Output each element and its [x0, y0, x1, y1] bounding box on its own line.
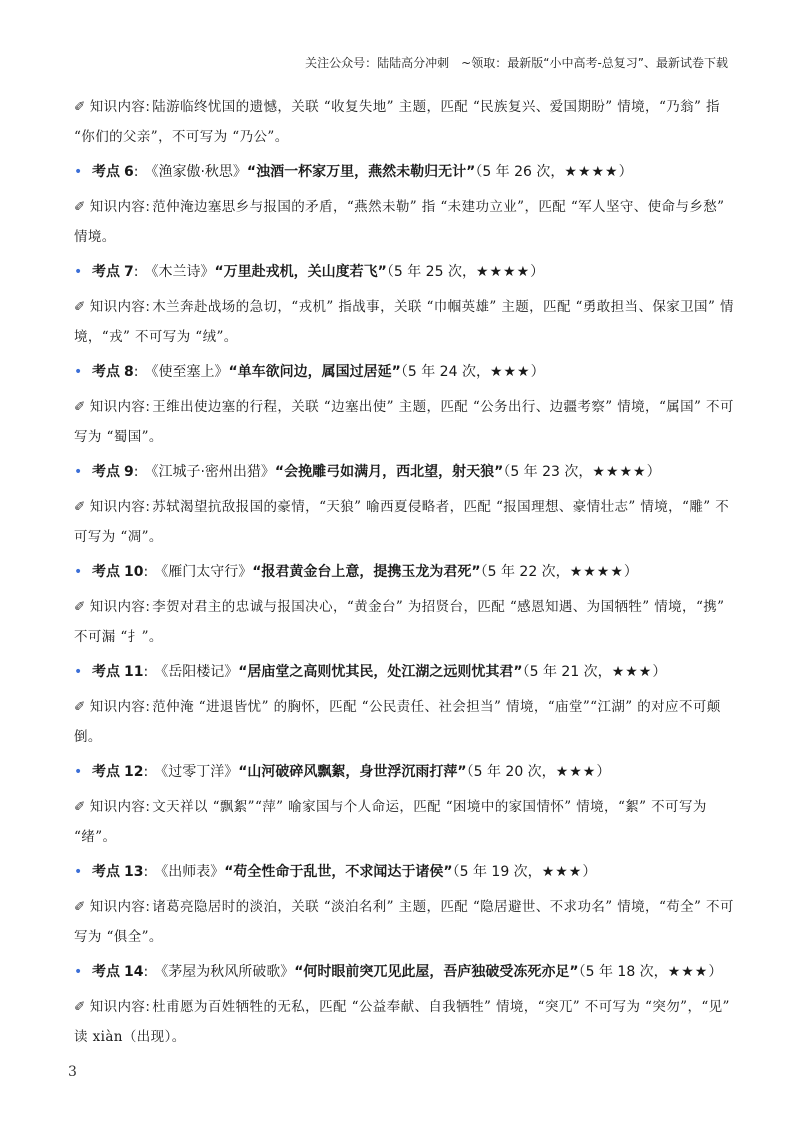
bullet-icon: • — [74, 864, 83, 880]
poem-title: 《岳阳楼记》 — [154, 664, 239, 680]
bullet-icon: • — [74, 364, 83, 380]
pencil-icon: ✐ — [74, 299, 86, 315]
frequency: （5 年 18 次， — [578, 964, 668, 980]
poem-quote: “浊酒一杯家万里，燕然未勒归无计” — [246, 164, 476, 180]
knowledge-text: 杜甫愿为百姓牺牲的无私，匹配 “公益奉献、自我牺牲” 情境，“突兀” 不可写为 “突勿”，“见” 读 xiàn（出现）。 — [74, 999, 730, 1045]
star-rating: ★★★ — [555, 764, 597, 780]
close-paren: ） — [530, 364, 545, 380]
frequency: （5 年 22 次， — [480, 564, 570, 580]
exam-point-label: 考点 — [92, 564, 120, 580]
close-paren: ） — [582, 864, 597, 880]
exam-point-label: 考点 — [92, 364, 120, 380]
frequency: （5 年 24 次， — [400, 364, 490, 380]
frequency: （5 年 25 次， — [386, 264, 476, 280]
bullet-icon: • — [74, 664, 83, 680]
knowledge-content — [74, 792, 734, 852]
close-paren: ） — [596, 764, 611, 780]
knowledge-label: 知识内容: — [89, 599, 151, 615]
close-paren: ） — [708, 964, 723, 980]
exam-point: • 考点 11: 《岳阳楼记》“居庙堂之高则忧其民，处江湖之远则忧其君”（5 年 21 次，★★★） — [74, 658, 734, 686]
star-rating: ★★★ — [667, 964, 709, 980]
knowledge-text: 苏轼渴望抗敌报国的豪情，“天狼” 喻西夏侵略者，匹配 “报国理想、豪情壮志” 情境，“雕” 不可写为 “凋”。 — [74, 499, 730, 545]
pencil-icon: ✐ — [74, 699, 86, 715]
knowledge-label: 知识内容: — [89, 999, 151, 1015]
exam-point-label: 考点 — [92, 864, 120, 880]
knowledge-label: 知识内容: — [89, 899, 151, 915]
pencil-icon: ✐ — [74, 399, 86, 415]
exam-point-number: 12 — [124, 764, 144, 780]
poem-title: 《出师表》 — [154, 864, 225, 880]
bullet-icon: • — [74, 264, 83, 280]
knowledge-text: 范仲淹 “进退皆忧” 的胸怀，匹配 “公民责任、社会担当” 情境，“庙堂”“江湖” 的对应不可颠倒。 — [74, 699, 721, 745]
page-number: 3 — [68, 1064, 77, 1080]
knowledge-content — [74, 192, 734, 252]
exam-point: • 考点 9: 《江城子·密州出猎》“会挽雕弓如满月，西北望，射天狼”（5 年 23 次，★★★★） — [74, 458, 734, 486]
pencil-icon: ✐ — [74, 199, 86, 215]
star-rating: ★★★★ — [475, 264, 531, 280]
bullet-icon: • — [74, 164, 83, 180]
exam-point-number: 14 — [124, 964, 144, 980]
exam-point-label: 考点 — [92, 164, 120, 180]
knowledge-label: 知识内容: — [89, 199, 151, 215]
knowledge-text: 范仲淹边塞思乡与报国的矛盾，“燕然未勒” 指 “未建功立业”，匹配 “军人坚守、使命与乡愁” 情境。 — [74, 199, 725, 245]
knowledge-text: 王维出使边塞的行程，关联 “边塞出使” 主题，匹配 “公务出行、边疆考察” 情境，“属国” 不可写为 “蜀国”。 — [74, 399, 734, 445]
knowledge-text: 李贺对君主的忠诚与报国决心，“黄金台” 为招贤台，匹配 “感恩知遇、为国牺牲” 情境，“携” 不可漏 “扌”。 — [74, 599, 725, 645]
bullet-icon: • — [74, 964, 83, 980]
poem-quote: “单车欲问边，属国过居延” — [228, 364, 401, 380]
pencil-icon: ✐ — [74, 99, 86, 115]
pencil-icon: ✐ — [74, 499, 86, 515]
poem-quote: “居庙堂之高则忧其民，处江湖之远则忧其君” — [238, 664, 523, 680]
knowledge-content — [74, 392, 734, 452]
star-rating: ★★★★ — [564, 164, 619, 180]
pencil-icon: ✐ — [74, 599, 86, 615]
star-rating: ★★★★ — [592, 464, 647, 480]
exam-point-number: 11 — [124, 664, 144, 680]
knowledge-label: 知识内容: — [89, 799, 151, 815]
bullet-icon: • — [74, 464, 83, 480]
poem-quote: “万里赴戎机，关山度若飞” — [214, 264, 387, 280]
knowledge-text: 陆游临终忧国的遗憾，关联 “收复失地” 主题，匹配 “民族复兴、爱国期盼” 情境，“乃翁” 指 “你们的父亲”，不可写为 “乃公”。 — [74, 99, 720, 145]
knowledge-text: 诸葛亮隐居时的淡泊，关联 “淡泊名利” 主题，匹配 “隐居避世、不求功名” 情境，“苟全” 不可写为 “俱全”。 — [74, 899, 734, 945]
poem-quote: “报君黄金台上意，提携玉龙为君死” — [252, 564, 481, 580]
knowledge-label: 知识内容: — [89, 99, 151, 115]
frequency: （5 年 20 次， — [466, 764, 556, 780]
knowledge-label: 知识内容: — [89, 299, 151, 315]
exam-point-label: 考点 — [92, 264, 120, 280]
close-paren: ） — [646, 464, 661, 480]
exam-point-number: 9 — [124, 464, 134, 480]
exam-point-number: 10 — [124, 564, 144, 580]
frequency: （5 年 19 次， — [452, 864, 542, 880]
frequency: （5 年 23 次， — [503, 464, 593, 480]
star-rating: ★★★★ — [569, 564, 624, 580]
poem-title: 《雁门太守行》 — [154, 564, 253, 580]
knowledge-label: 知识内容: — [89, 499, 151, 515]
knowledge-text: 木兰奔赴战场的急切，“戎机” 指战事，关联 “巾帼英雄” 主题，匹配 “勇敢担当、保家卫国” 情境，“戎” 不可写为 “绒”。 — [74, 299, 734, 345]
knowledge-label: 知识内容: — [89, 399, 151, 415]
frequency: （5 年 21 次， — [522, 664, 612, 680]
pencil-icon: ✐ — [74, 999, 86, 1015]
close-paren: ） — [530, 264, 545, 280]
bullet-icon: • — [74, 764, 83, 780]
poem-title: 《使至塞上》 — [144, 364, 229, 380]
knowledge-text: 文天祥以 “飘絮”“萍” 喻家国与个人命运，匹配 “困境中的家国情怀” 情境，“絮” 不可写为 “绪”。 — [74, 799, 707, 845]
exam-point-number: 7 — [124, 264, 134, 280]
knowledge-content — [74, 492, 734, 552]
exam-point-label: 考点 — [92, 464, 120, 480]
knowledge-content — [74, 292, 734, 352]
exam-point-label: 考点 — [92, 964, 120, 980]
pencil-icon: ✐ — [74, 799, 86, 815]
poem-quote: “苟全性命于乱世，不求闻达于诸侯” — [224, 864, 453, 880]
star-rating: ★★★ — [611, 664, 653, 680]
exam-point-number: 6 — [124, 164, 134, 180]
poem-title: 《过零丁洋》 — [154, 764, 239, 780]
star-rating: ★★★ — [541, 864, 583, 880]
exam-point: • 考点 6: 《渔家傲·秋思》“浊酒一杯家万里，燕然未勒归无计”（5 年 26 次，★★★★） — [74, 158, 734, 186]
poem-quote: “会挽雕弓如满月，西北望，射天狼” — [274, 464, 504, 480]
poem-title: 《渔家傲·秋思》 — [144, 164, 247, 180]
knowledge-label: 知识内容: — [89, 699, 151, 715]
knowledge-content — [74, 92, 734, 152]
exam-point: • 考点 12: 《过零丁洋》“山河破碎风飘絮，身世浮沉雨打萍”（5 年 20 次，★★★） — [74, 758, 734, 786]
pencil-icon: ✐ — [74, 899, 86, 915]
star-rating: ★★★ — [489, 364, 531, 380]
knowledge-content — [74, 992, 734, 1052]
exam-point: • 考点 7: 《木兰诗》“万里赴戎机，关山度若飞”（5 年 25 次，★★★★） — [74, 258, 734, 286]
exam-point-label: 考点 — [92, 664, 120, 680]
knowledge-content — [74, 692, 734, 752]
exam-point-number: 13 — [124, 864, 144, 880]
exam-point: • 考点 10: 《雁门太守行》“报君黄金台上意，提携玉龙为君死”（5 年 22 次，★★★★） — [74, 558, 734, 586]
close-paren: ） — [618, 164, 633, 180]
knowledge-content — [74, 592, 734, 652]
exam-point-number: 8 — [124, 364, 134, 380]
poem-title: 《木兰诗》 — [144, 264, 215, 280]
close-paren: ） — [652, 664, 667, 680]
poem-title: 《茅屋为秋风所破歌》 — [154, 964, 295, 980]
poem-quote: “山河破碎风飘絮，身世浮沉雨打萍” — [238, 764, 467, 780]
exam-point: • 考点 13: 《出师表》“苟全性命于乱世，不求闻达于诸侯”（5 年 19 次，★★★） — [74, 858, 734, 886]
document-body — [74, 92, 734, 1058]
poem-title: 《江城子·密州出猎》 — [144, 464, 275, 480]
knowledge-content — [74, 892, 734, 952]
poem-quote: “何时眼前突兀见此屋，吾庐独破受冻死亦足” — [294, 964, 579, 980]
bullet-icon: • — [74, 564, 83, 580]
frequency: （5 年 26 次， — [475, 164, 565, 180]
exam-point: • 考点 14: 《茅屋为秋风所破歌》“何时眼前突兀见此屋，吾庐独破受冻死亦足”（5 年 18 次，★★★） — [74, 958, 734, 986]
close-paren: ） — [623, 564, 638, 580]
exam-point: • 考点 8: 《使至塞上》“单车欲问边，属国过居延”（5 年 24 次，★★★） — [74, 358, 734, 386]
page-header: 关注公众号：陆陆高分冲刺 ~领取：最新版“小中高考-总复习”、最新试卷下载 — [305, 56, 728, 70]
exam-point-label: 考点 — [92, 764, 120, 780]
